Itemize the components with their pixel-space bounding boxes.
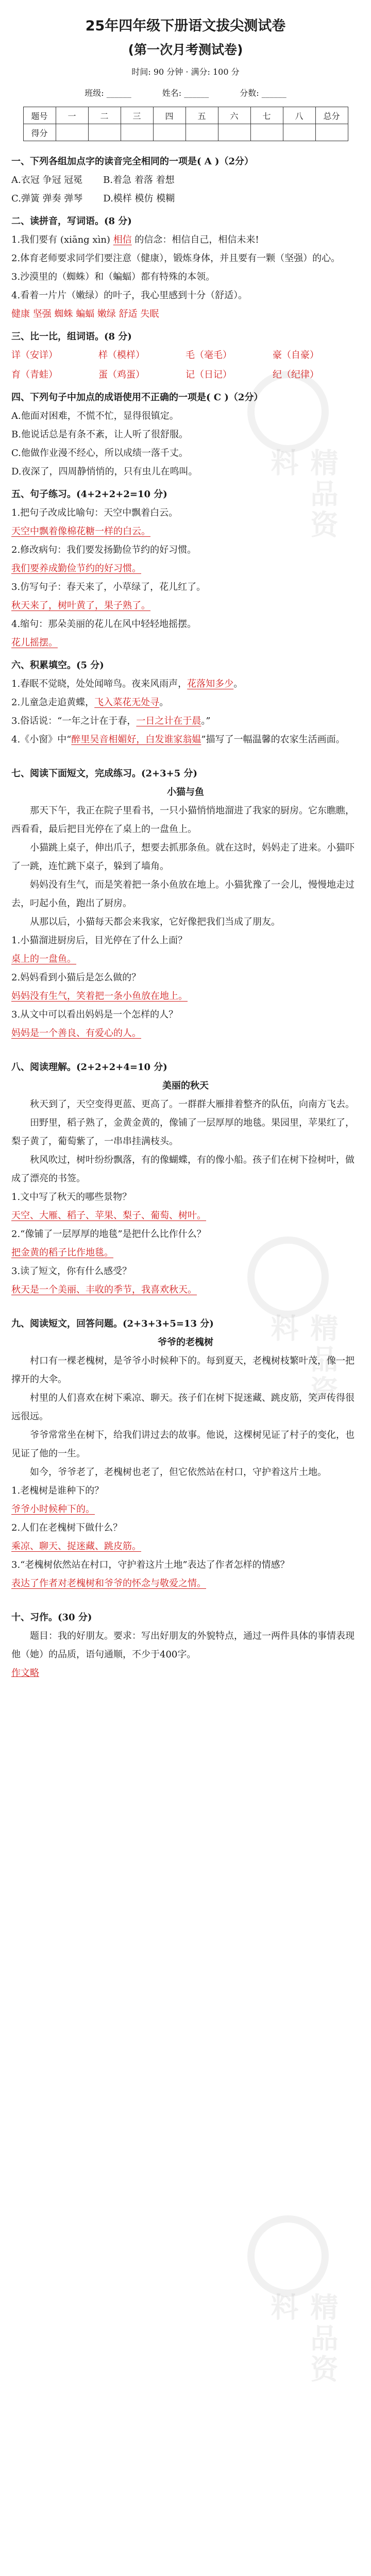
section-5-a1: 天空中飘着像棉花糖一样的白云。 xyxy=(11,526,150,537)
watermark-ring xyxy=(247,2215,329,2297)
q-answer: 花落知多少 xyxy=(187,679,234,689)
section-8-a2: 把金黄的稻子比作地毯。 xyxy=(11,1247,113,1258)
section-7-q2: 2.妈妈看到小猫后是怎么做的？ xyxy=(11,972,141,983)
section-5-q2: 2.修改病句：我们要发扬勤俭节约的好习惯。 xyxy=(11,545,197,555)
pair-item: 育（青蛙） xyxy=(11,369,58,380)
class-field[interactable]: 班级: ______ xyxy=(85,88,131,98)
score-header-cell: 二 xyxy=(88,107,121,124)
score-cell[interactable] xyxy=(250,124,283,141)
section-7-story-title: 小猫与鱼 xyxy=(167,787,204,798)
option-c[interactable]: C.他做作业漫不经心，所以成绩一落千丈。 xyxy=(11,448,188,459)
q-answer: 一日之计在于晨 xyxy=(136,716,201,726)
score-cell[interactable] xyxy=(185,124,218,141)
section-8-q2: 2.“像铺了一层厚厚的地毯”是把什么比作什么？ xyxy=(11,1229,206,1240)
option-a[interactable]: A.衣冠 争冠 冠冕 xyxy=(11,175,83,185)
q1-answer: 相信 xyxy=(113,234,132,245)
story-paragraph: 那天下午，我正在院子里看书，一只小猫悄悄地溜进了我家的厨房。它东瞧瞧，西看看，最后把目光停在了桌上的一盘鱼上。 xyxy=(11,805,355,835)
pair-item: 详（安详） xyxy=(11,350,58,361)
pair-item: 记（日记） xyxy=(185,369,232,380)
watermark-text: 精品资料 xyxy=(266,2293,339,2385)
section-7-q1: 1.小猫溜进厨房后，目光停在了什么上面？ xyxy=(11,935,188,946)
section-5-a3: 秋天来了，树叶黄了，果子熟了。 xyxy=(11,600,150,611)
section-7-heading: 七、阅读下面短文，完成练习。(2+3+5 分) xyxy=(11,768,198,779)
score-header-cell: 总分 xyxy=(315,107,348,124)
answer: 失眠 xyxy=(140,309,159,319)
section-1-options xyxy=(11,190,360,208)
story-paragraph: 从那以后，小猫每天都会来我家，它好像把我们当成了朋友。 xyxy=(30,917,280,927)
score-cell[interactable] xyxy=(88,124,121,141)
score-cell[interactable] xyxy=(315,124,348,141)
section-5-a2: 我们要养成勤俭节约的好习惯。 xyxy=(11,563,141,574)
section-5-a4: 花儿摇摆。 xyxy=(11,637,58,648)
section-5-heading: 五、句子练习。(4+2+2+2=10 分) xyxy=(11,489,167,500)
q1-text: 1.我们要有 xyxy=(11,234,58,245)
option-d[interactable]: D.夜深了，四周静悄悄的，只有虫儿在鸣叫。 xyxy=(11,466,198,477)
section-8-a1: 天空、大雁、稻子、苹果、梨子、葡萄、树叶。 xyxy=(11,1210,206,1221)
score-header-cell: 六 xyxy=(218,107,250,124)
section-10-heading: 十、习作。(30 分) xyxy=(11,1612,92,1623)
score-cell[interactable] xyxy=(56,124,88,141)
exam-meta: 时间: 90 分钟 · 满分: 100 分 xyxy=(131,67,240,77)
story-paragraph: 如今，爷爷老了，老槐树也老了，但它依然站在村口，守护着这片土地。 xyxy=(30,1467,327,1478)
section-7-a1: 桌上的一盘鱼。 xyxy=(11,954,76,964)
section-9-q1: 1.老槐树是谁种下的？ xyxy=(11,1485,104,1496)
score-cell[interactable] xyxy=(283,124,315,141)
section-9-q3: 3.“老槐树依然站在村口，守护着这片土地”表达了作者怎样的情感？ xyxy=(11,1560,290,1570)
section-4-heading: 四、下列句子中加点的成语使用不正确的一项是( C )（2分） xyxy=(11,392,263,403)
story-paragraph: 爷爷常常坐在树下，给我们讲过去的故事。他说，这棵树见证了村子的变化，也见证了他的一生。 xyxy=(11,1430,355,1459)
story-paragraph: 秋天到了，天空变得更蓝、更高了。一群群大雁排着整齐的队伍，向南方飞去。 xyxy=(30,1099,355,1110)
section-6-q3: 3.俗话说：“一年之计在于春，一日之计在于晨。” xyxy=(11,716,211,726)
section-10-prompt: 题目：我的好朋友。要求：写出好朋友的外貌特点，通过一两件具体的事情表现他（她）的品质，语句通顺，不少于400字。 xyxy=(11,1631,355,1660)
score-cell[interactable] xyxy=(218,124,250,141)
watermark-text: 精品资料 xyxy=(266,448,339,541)
answer: 蜘蛛 xyxy=(54,309,73,319)
section-3-pairs xyxy=(11,346,360,384)
section-5-q3: 3.仿写句子：春天来了，小草绿了，花儿红了。 xyxy=(11,582,206,592)
story-paragraph: 村口有一棵老槐树，是爷爷小时候种下的。每到夏天，老槐树枝繁叶茂，像一把撑开的大伞。 xyxy=(11,1355,355,1385)
name-field[interactable]: 姓名: ______ xyxy=(162,88,209,98)
section-6-q1: 1.春眠不觉晓，处处闻啼鸟。夜来风雨声，花落知多少。 xyxy=(11,679,243,689)
section-2-q4: 4.看着一片片（嫩绿）的叶子，我心里感到十分（舒适）。 xyxy=(11,290,248,301)
section-9-q2: 2.人们在老槐树下做什么？ xyxy=(11,1522,123,1533)
section-9-a1: 爷爷小时候种下的。 xyxy=(11,1504,95,1515)
section-2-q3: 3.沙漠里的（蜘蛛）和（蝙蝠）都有特殊的本领。 xyxy=(11,272,215,282)
score-header-cell: 五 xyxy=(185,107,218,124)
section-5-q4: 4.缩句：那朵美丽的花儿在风中轻轻地摇摆。 xyxy=(11,619,197,630)
answer: 嫩绿 xyxy=(97,309,116,319)
section-6-q2: 2.儿童急走追黄蝶，飞入菜花无处寻。 xyxy=(11,697,169,708)
watermark xyxy=(242,2215,339,2401)
score-header-cell: 三 xyxy=(121,107,153,124)
score-cell[interactable] xyxy=(121,124,153,141)
option-c[interactable]: C.弹簧 弹奏 弹琴 xyxy=(11,193,83,204)
student-info xyxy=(0,87,371,98)
score-table xyxy=(23,107,348,141)
q1-tail: 的信念：相信自己，相信未来! xyxy=(134,234,259,245)
section-2-heading: 二、读拼音，写词语。(8 分) xyxy=(11,216,132,227)
pair-item: 豪（自豪） xyxy=(273,350,319,361)
section-8-story-title: 美丽的秋天 xyxy=(162,1080,209,1091)
q-text: 1.春眠不觉晓，处处闻啼鸟。夜来风雨声， xyxy=(11,679,188,689)
q-text: 4.《小窗》中“ xyxy=(11,734,72,745)
section-8-heading: 八、阅读理解。(2+2+2+4=10 分) xyxy=(11,1062,167,1073)
q-answer: 飞入菜花无处寻 xyxy=(94,697,160,708)
section-2-q1 xyxy=(11,231,360,249)
section-7-a2: 妈妈没有生气，笑着把一条小鱼放在地上。 xyxy=(11,991,188,1002)
section-7-a3: 妈妈是一个善良、有爱心的人。 xyxy=(11,1028,141,1039)
score-header-cell: 一 xyxy=(56,107,88,124)
score-table-row xyxy=(23,124,348,141)
story-paragraph: 村里的人们喜欢在树下乘凉、聊天。孩子们在树下捉迷藏、跳皮筋，笑声传得很远很远。 xyxy=(11,1393,355,1422)
watermark-text: 精品资料 xyxy=(266,1314,339,1406)
score-table-header xyxy=(23,107,348,124)
story-paragraph: 小猫跳上桌子，伸出爪子，想要去抓那条鱼。就在这时，妈妈走了进来。小猫吓了一跳，连忙跳下桌子，躲到了墙角。 xyxy=(11,842,355,872)
story-paragraph: 秋风吹过，树叶纷纷飘落，有的像蝴蝶，有的像小船。孩子们在树下捡树叶，做成了漂亮的书签。 xyxy=(11,1155,355,1184)
section-1-heading: 一、下列各组加点字的读音完全相同的一项是( A )（2分） xyxy=(11,156,254,167)
score-field[interactable]: 分数: ______ xyxy=(240,88,286,98)
section-3-heading: 三、比一比，组词语。(8 分) xyxy=(11,331,132,342)
score-header-cell: 七 xyxy=(250,107,283,124)
section-8-a3: 秋天是一个美丽、丰收的季节，我喜欢秋天。 xyxy=(11,1284,197,1295)
q-answer: 醉里吴音相媚好，白发谁家翁媪 xyxy=(71,734,201,745)
story-paragraph: 田野里，稻子熟了，金黄金黄的，像铺了一层厚厚的地毯。果园里，苹果红了，梨子黄了，葡萄紫了，一串串挂满枝头。 xyxy=(11,1117,355,1147)
score-header-cell: 题号 xyxy=(23,107,56,124)
story-paragraph: 妈妈没有生气，而是笑着把一条小鱼放在地上。小猫犹豫了一会儿，慢慢地走过去，叼起小鱼，跑出了厨房。 xyxy=(11,879,355,909)
score-cell[interactable] xyxy=(153,124,185,141)
section-1-options xyxy=(11,171,360,190)
score-cell: 得分 xyxy=(23,124,56,141)
pair-item: 样（模样） xyxy=(98,350,145,361)
section-2-answers xyxy=(11,305,360,324)
section-6-heading: 六、积累填空。(5 分) xyxy=(11,660,104,671)
pair-item: 纪（纪律） xyxy=(273,369,319,380)
score-header-cell: 四 xyxy=(153,107,185,124)
section-5-q1: 1.把句子改成比喻句：天空中飘着白云。 xyxy=(11,507,178,518)
section-2-q2: 2.体育老师要求同学们要注意（健康），锻炼身体，并且要有一颗（坚强）的心。 xyxy=(11,253,341,264)
section-8-q1: 1.文中写了秋天的哪些景物？ xyxy=(11,1192,132,1202)
section-9-heading: 九、阅读短文，回答问题。(2+3+3+5=13 分) xyxy=(11,1318,214,1329)
exam-subtitle: (第一次月考测试卷) xyxy=(128,42,243,57)
q-tail: ”描写了一幅温馨的农家生活画面。 xyxy=(201,734,345,745)
score-header-cell: 八 xyxy=(283,107,315,124)
q1-pinyin: (xiāng xìn) xyxy=(60,234,110,245)
section-6-q4 xyxy=(11,731,360,749)
section-9-a3: 表达了作者对老槐树和爷爷的怀念与敬爱之情。 xyxy=(11,1578,206,1589)
answer: 坚强 xyxy=(32,309,52,319)
section-7-q3: 3.从文中可以看出妈妈是一个怎样的人？ xyxy=(11,1009,178,1020)
exam-content xyxy=(0,141,371,1683)
option-a[interactable]: A.他面对困难，不慌不忙，显得很镇定。 xyxy=(11,411,179,421)
section-10-answer: 作文略 xyxy=(11,1668,39,1679)
answer: 舒适 xyxy=(119,309,138,319)
pair-item: 毛（毫毛） xyxy=(185,350,232,361)
option-b[interactable]: B.着急 着落 着想 xyxy=(103,175,175,185)
option-d[interactable]: D.模样 模仿 模糊 xyxy=(103,193,175,204)
section-8-q3: 3.读了短文，你有什么感受？ xyxy=(11,1266,132,1277)
pair-item: 蛋（鸡蛋） xyxy=(98,369,145,380)
q-text: 3.俗话说：“一年之计在于春， xyxy=(11,716,137,726)
answer: 蝙蝠 xyxy=(76,309,95,319)
exam-title: 25年四年级下册语文拔尖测试卷 xyxy=(85,18,286,34)
section-9-a2: 乘凉、聊天、捉迷藏、跳皮筋。 xyxy=(11,1541,141,1552)
option-b[interactable]: B.他说话总是有条不紊，让人听了很舒服。 xyxy=(11,429,188,440)
answer: 健康 xyxy=(11,309,30,319)
q-text: 2.儿童急走追黄蝶， xyxy=(11,697,95,708)
section-9-story-title: 爷爷的老槐树 xyxy=(158,1337,213,1348)
